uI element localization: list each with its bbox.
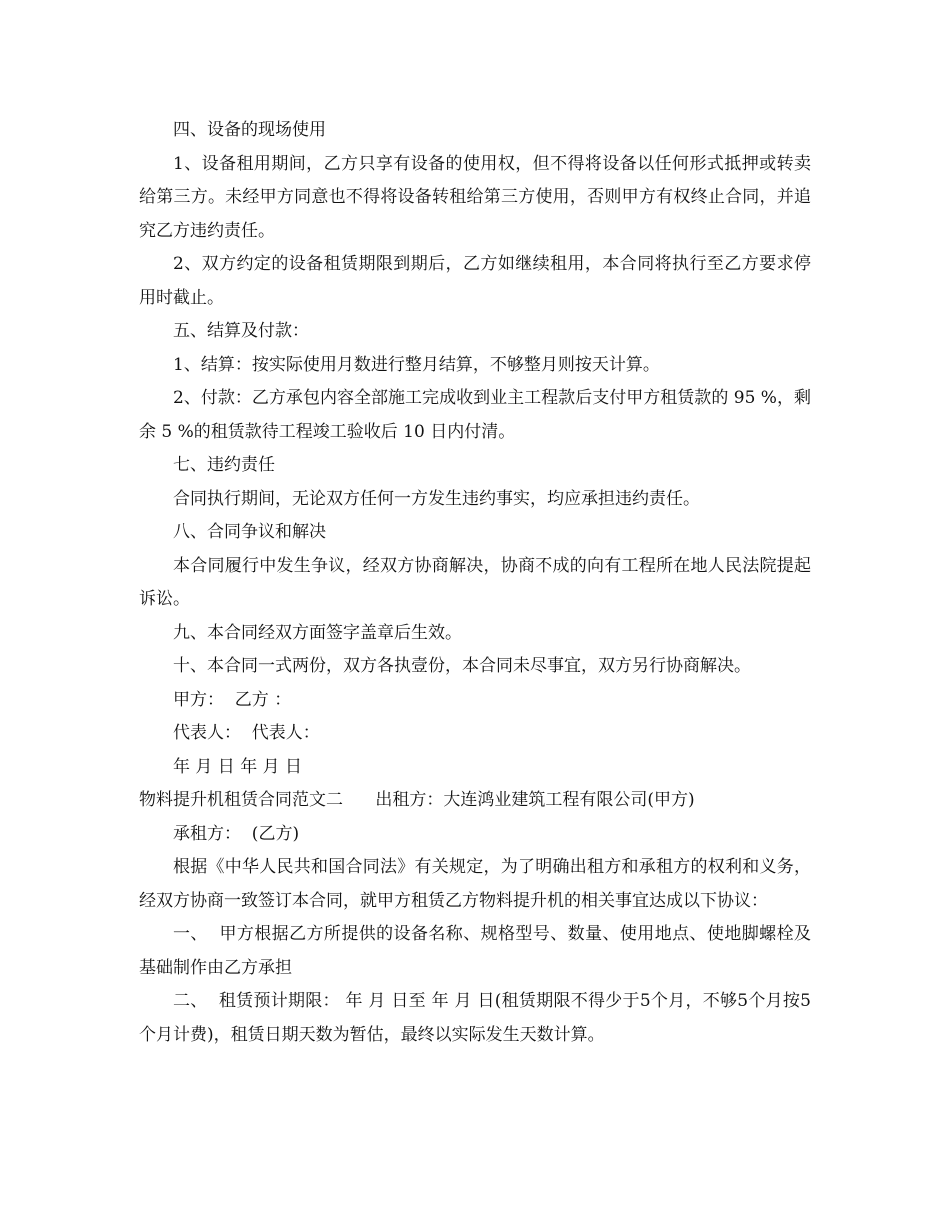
paragraph-5-1: 1、结算：按实际使用月数进行整月结算，不够整月则按天计算。 <box>173 354 660 375</box>
paragraph-4-2: 2、双方约定的设备租赁期限到期后，乙方如继续租用，本合同将执行至乙方要求停用时截止。 <box>139 254 811 308</box>
paragraph-9: 九、本合同经双方面签字盖章后生效。 <box>173 622 462 643</box>
lessee-line: 承租方： (乙方) <box>173 823 300 844</box>
paragraph-7: 合同执行期间，无论双方任何一方发生违约事实，均应承担违约责任。 <box>173 488 700 509</box>
section-heading-4: 四、设备的现场使用 <box>173 120 326 140</box>
signature-representatives: 代表人： 代表人： <box>173 723 320 743</box>
clause-2: 二、 租赁预计期限： 年 月 日至 年 月 日(租赁期限不得少于5个月，不够5个月按5个月计费)，租赁日期天数为暂估，最终以实际发生天数计算。 <box>139 991 811 1045</box>
signature-parties: 甲方： 乙方 ： <box>173 689 292 710</box>
paragraph-8: 本合同履行中发生争议，经双方协商解决，协商不成的向有工程所在地人民法院提起诉讼。 <box>139 555 811 609</box>
section-heading-8: 八、合同争议和解决 <box>173 522 326 542</box>
signature-dates: 年 月 日 年 月 日 <box>173 756 303 777</box>
section-heading-7: 七、违约责任 <box>173 455 275 475</box>
document-body <box>139 114 811 1052</box>
paragraph-5-2: 2、付款：乙方承包内容全部施工完成收到业主工程款后支付甲方租赁款的 95 %，剩余 5 %的租赁款待工程竣工验收后 10 日内付清。 <box>139 388 811 442</box>
contract-two-title-lessor: 物料提升机租赁合同范文二 出租方：大连鸿业建筑工程有限公司(甲方) <box>139 790 695 810</box>
preamble-paragraph: 根据《中华人民共和国合同法》有关规定，为了明确出租方和承租方的权利和义务，经双方协商一致签订本合同，就甲方租赁乙方物料提升机的相关事宜达成以下协议： <box>139 857 811 911</box>
section-heading-5: 五、结算及付款： <box>173 321 309 341</box>
paragraph-10: 十、本合同一式两份，双方各执壹份，本合同未尽事宜，双方另行协商解决。 <box>173 656 751 676</box>
paragraph-4-1: 1、设备租用期间，乙方只享有设备的使用权，但不得将设备以任何形式抵押或转卖给第三方。未经甲方同意也不得将设备转租给第三方使用，否则甲方有权终止合同，并追究乙方违约责任。 <box>139 153 811 241</box>
clause-1: 一、 甲方根据乙方所提供的设备名称、规格型号、数量、使用地点、使地脚螺栓及基础制作由乙方承担 <box>139 924 811 978</box>
